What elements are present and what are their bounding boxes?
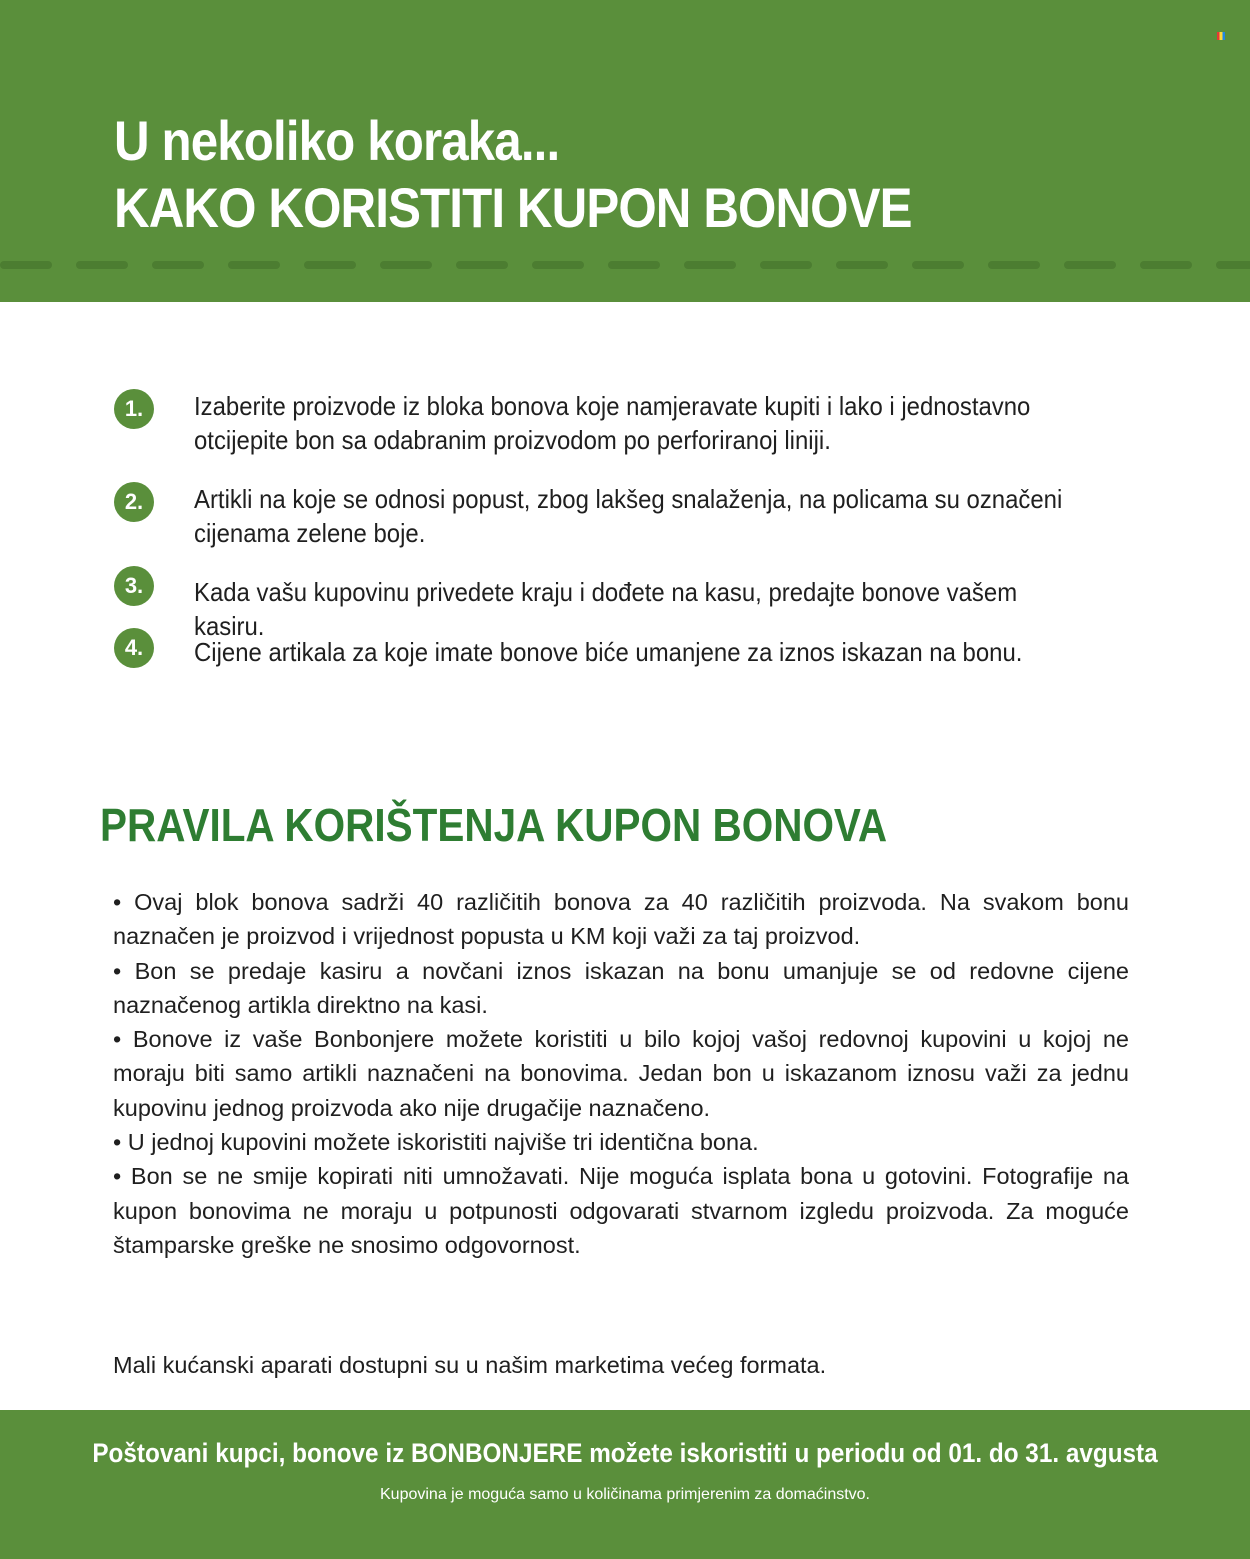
perforation-dash — [760, 261, 812, 269]
perforation-dash — [988, 261, 1040, 269]
perforation-dash — [228, 261, 280, 269]
color-registration-mark — [1217, 32, 1225, 40]
step-number-3: 3. — [114, 566, 154, 606]
perforation-dash — [0, 261, 52, 269]
perforation-dash — [532, 261, 584, 269]
perforation-dash — [380, 261, 432, 269]
perforation-dash — [76, 261, 128, 269]
perforation-dash — [836, 261, 888, 269]
step-text-1: Izaberite proizvode iz bloka bonova koje namjeravate kupiti i lako i jednostavno otcijepite bon sa odabranim proizvodom po perforiranoj liniji. — [194, 391, 1031, 455]
step-number-2: 2. — [114, 482, 154, 522]
header-title: KAKO KORISTITI KUPON BONOVE — [114, 176, 912, 239]
perforation-dash — [1064, 261, 1116, 269]
rule-item: • Bonove iz vaše Bonbonjere možete koristiti u bilo kojoj vašoj redovnoj kupovini u kojoj ne moraju biti samo artikli naznačeni na bonovima. Jedan bon u iskazanom iznosu važi za jednu kupovinu jednog proizvoda ako nije drugačije naznačeno. — [113, 1026, 1129, 1121]
perforation-dash — [1216, 261, 1250, 269]
perforation-dash — [912, 261, 964, 269]
rule-item: • Bon se ne smije kopirati niti umnožavati. Nije moguća isplata bona u gotovini. Fotografije na kupon bonovima ne moraju u potpunosti odgovarati stvarnom izgledu proizvoda. Za moguće štamparske greške ne snosimo odgovornost. — [113, 1163, 1129, 1258]
footer-main-text: Poštovani kupci, bonove iz BONBONJERE možete iskoristiti u periodu od 01. do 31. avgusta — [92, 1438, 1158, 1468]
header-banner — [0, 0, 1250, 302]
step-number-1: 1. — [114, 389, 154, 429]
rule-item: • U jednoj kupovini možete iskoristiti najviše tri identična bona. — [113, 1129, 759, 1156]
perforation-dash — [152, 261, 204, 269]
footer-banner — [0, 1410, 1250, 1559]
header-subtitle: U nekoliko koraka... — [114, 109, 560, 172]
perforation-dash — [608, 261, 660, 269]
rule-item: • Bon se predaje kasiru a novčani iznos iskazan na bonu umanjuje se od redovne cijene naznačenog artikla direktno na kasi. — [113, 957, 1129, 1018]
perforation-dash — [456, 261, 508, 269]
perforation-dash — [684, 261, 736, 269]
step-text-2: Artikli na koje se odnosi popust, zbog lakšeg snalaženja, na policama su označeni cijenama zelene boje. — [194, 484, 1063, 548]
perforation-line — [0, 261, 1250, 269]
rule-item: • Ovaj blok bonova sadrži 40 različitih bonova za 40 različitih proizvoda. Na svakom bonu naznačen je proizvod i vrijednost popusta u KM koji važi za taj proizvod. — [113, 889, 1129, 950]
perforation-dash — [1140, 261, 1192, 269]
appliances-note: Mali kućanski aparati dostupni su u našim marketima većeg formata. — [113, 1352, 827, 1378]
rules-list — [113, 885, 1129, 1262]
step-text-4: Cijene artikala za koje imate bonove biće umanjene za iznos iskazan na bonu. — [194, 637, 1023, 667]
step-number-4: 4. — [114, 628, 154, 668]
perforation-dash — [304, 261, 356, 269]
step-text-3: Kada vašu kupovinu privedete kraju i dođete na kasu, predajte bonove vašem kasiru. — [194, 577, 1018, 641]
footer-sub-text: Kupovina je moguća samo u količinama primjerenim za domaćinstvo. — [380, 1486, 870, 1503]
rules-title: PRAVILA KORIŠTENJA KUPON BONOVA — [100, 799, 888, 851]
